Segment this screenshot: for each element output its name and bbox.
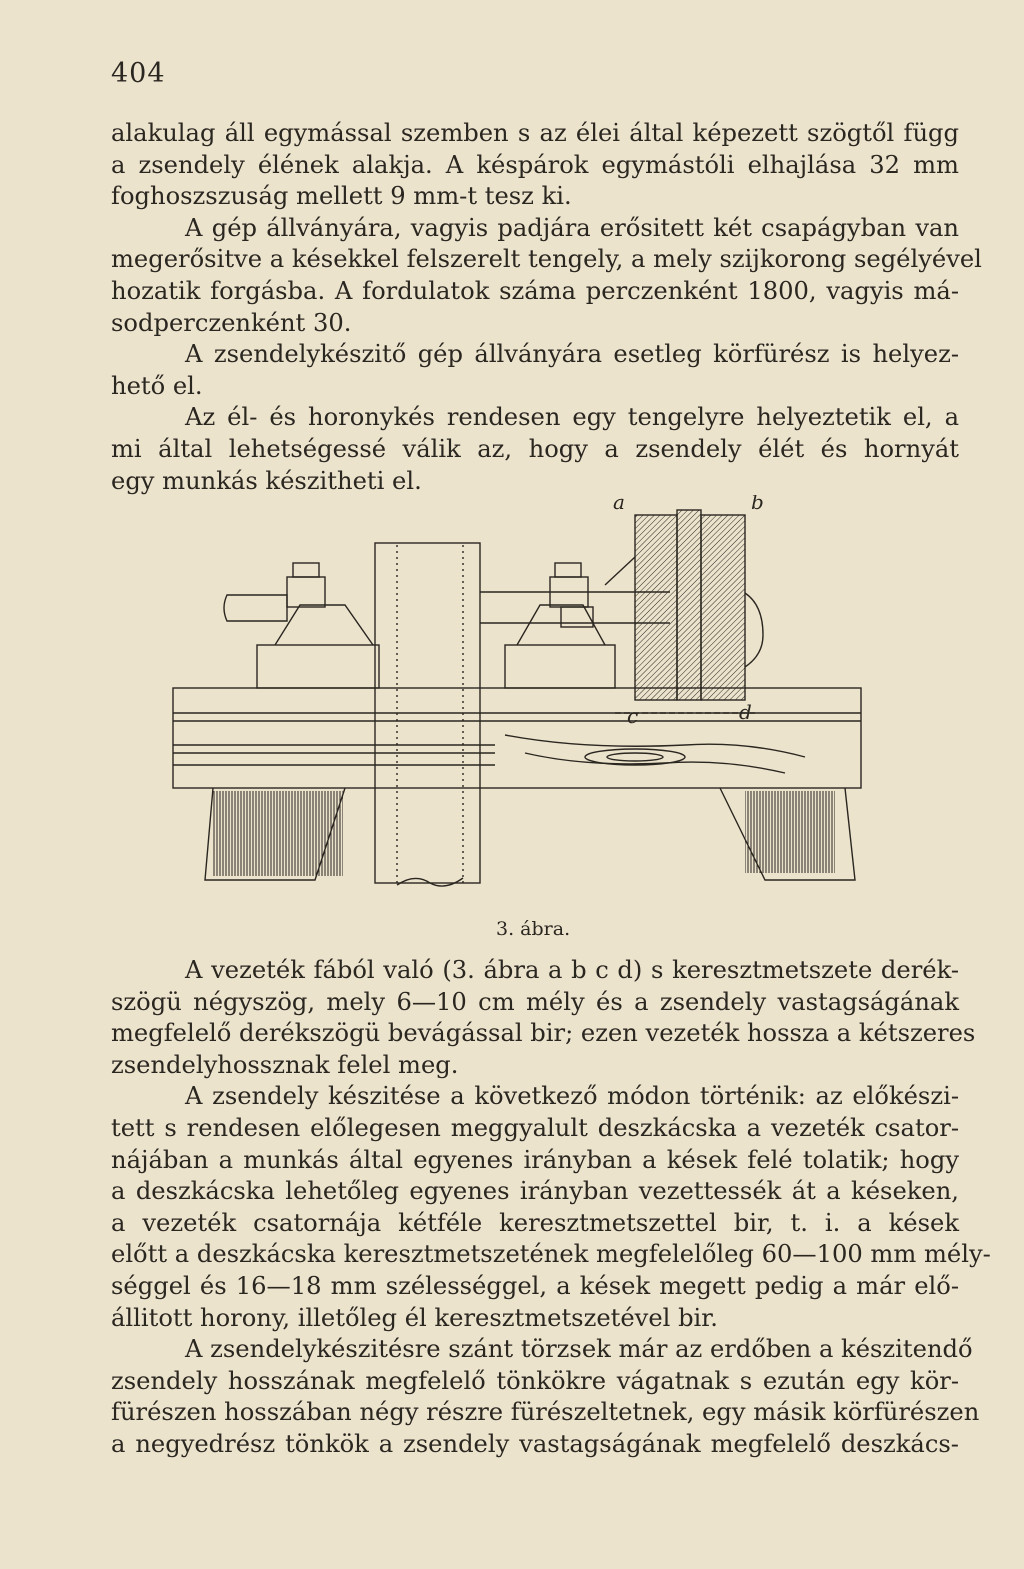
text-line: fürészen hosszában négy részre fürészeltetnek, egy másik körfürészen [111, 1398, 980, 1427]
text-line: nájában a munkás által egyenes irányban a kések felé tolatik; hogy [111, 1145, 959, 1174]
cutter-disc-right [701, 515, 745, 700]
text-line: megfelelő derékszögü bevágással bir; ezen vezeték hossza a kétszeres [111, 1019, 976, 1048]
figure-caption: 3. ábra. [496, 918, 571, 940]
text-block-bottom [111, 955, 991, 1461]
text-line: sodperczenként 30. [111, 308, 352, 337]
bench-top [173, 688, 861, 788]
page-number: 404 [111, 58, 166, 89]
label-a: a [613, 495, 625, 514]
text-line: A zsendelykészitő gép állványára esetleg körfürész is helyez- [185, 340, 959, 369]
label-c: c [627, 704, 639, 728]
text-line: megerősitve a késekkel felszerelt tengely, a mely szijkorong segélyével [111, 245, 982, 274]
label-b: b [751, 495, 764, 514]
right-bearing-base [505, 645, 615, 688]
text-line: a zsendely élének alakja. A késpárok egymástóli elhajlása 32 mm [111, 150, 959, 179]
text-line: egy munkás készitheti el. [111, 466, 422, 495]
text-line: A vezeték fából való (3. ábra a b c d) s keresztmetszete derék- [185, 956, 959, 984]
machine-illustration [165, 495, 885, 895]
text-line: szögü négyszög, mely 6—10 cm mély és a zsendely vastagságának [111, 987, 959, 1016]
text-line: a deszkácska lehetőleg egyenes irányban vezettessék át a késeken, [111, 1177, 959, 1206]
label-d: d [739, 700, 752, 724]
cutter-disc-left [635, 515, 677, 700]
text-line: Az él- és horonykés rendesen egy tengelyre helyeztetik el, a [185, 403, 959, 432]
text-line: mi által lehetségessé válik az, hogy a zsendely élét és hornyát [111, 434, 959, 463]
figure-machine-drawing [165, 495, 885, 895]
left-bearing-base [257, 645, 379, 688]
text-line: A zsendely készitése a következő módon történik: az előkészi- [185, 1082, 959, 1111]
text-line: foghoszszuság mellett 9 mm-t tesz ki. [111, 182, 572, 211]
text-line: hozatik forgásba. A fordulatok száma perczenként 1800, vagyis má- [111, 276, 959, 305]
text-line: a vezeték csatornája kétféle keresztmetszettel bir, t. i. a kések [111, 1208, 959, 1237]
text-block-top [111, 118, 982, 497]
text-line: zsendely hosszának megfelelő tönkökre vágatnak s ezután egy kör- [111, 1366, 959, 1395]
text-line: állitott horony, illetőleg él keresztmetszetével bir. [111, 1303, 718, 1332]
cutter-disc-mid [677, 510, 701, 700]
text-line: séggel és 16—18 mm szélességgel, a kések megett pedig a már elő- [111, 1271, 959, 1300]
text-line: A gép állványára, vagyis padjára erősitett két csapágyban van [185, 213, 959, 242]
text-line: A zsendelykészitésre szánt törzsek már az erdőben a készitendő [185, 1335, 973, 1364]
text-line: zsendelyhossznak felel meg. [111, 1050, 459, 1079]
text-line: tett s rendesen előlegesen meggyalult deszkácska a vezeték csator- [111, 1113, 959, 1142]
text-line: alakulag áll egymással szemben s az élei által képezett szögtől függ [111, 119, 959, 147]
text-line: előtt a deszkácska keresztmetszetének megfelelőleg 60—100 mm mély- [111, 1240, 991, 1269]
text-line: hető el. [111, 371, 203, 400]
text-line: a negyedrész tönkök a zsendely vastagságának megfelelő deszkács- [111, 1429, 959, 1458]
